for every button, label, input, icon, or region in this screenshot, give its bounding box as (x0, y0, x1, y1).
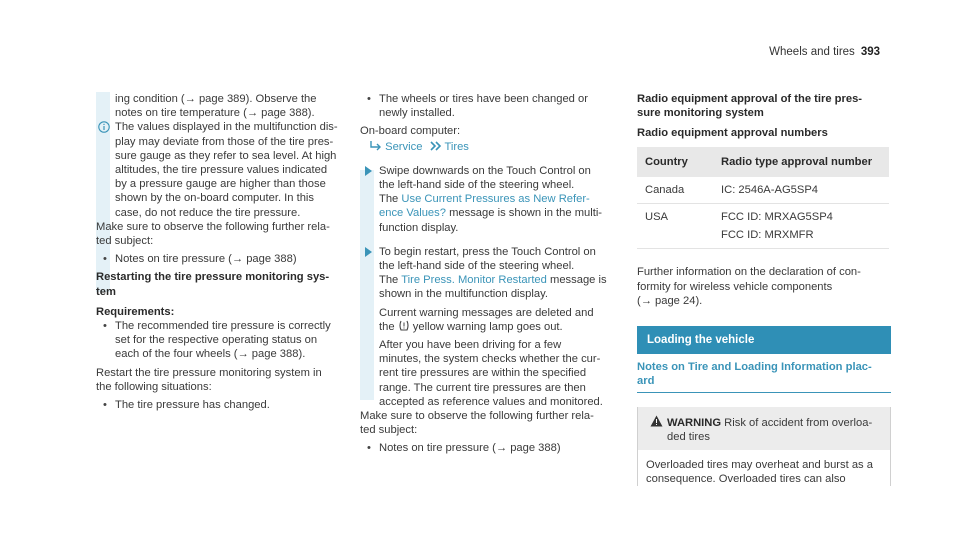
double-chevron-icon (430, 141, 442, 151)
text-line: the left-hand side of the steering wheel. (379, 260, 575, 273)
list-item: • The tire pressure has changed. (96, 398, 350, 412)
table-cell: USA (637, 204, 713, 249)
text-line: each of the four wheels (→ page 388). (115, 348, 306, 361)
warning-body (638, 450, 890, 486)
table-row (637, 204, 889, 249)
text-line: accepted as reference values and monitored. (379, 395, 603, 408)
display-message: ence Values? (379, 207, 446, 220)
text-fragment: yellow warning lamp goes out. (409, 320, 563, 333)
text-line: Make sure to observe the following further rela- (96, 220, 330, 233)
step-2 (360, 245, 622, 409)
text-line: FCC ID: MRXAG5SP4 (721, 211, 833, 224)
text-line: Swipe downwards on the Touch Control on (379, 164, 591, 177)
column-middle (360, 92, 622, 456)
warning-text: ded tires (667, 430, 710, 443)
text-line: range. The current tire pressures are then (379, 381, 586, 394)
text-line: On-board computer: (360, 125, 461, 138)
text-line (379, 192, 622, 206)
tire-pressure-lamp-icon (398, 320, 410, 331)
text-line: consequence. Overloaded tires can also (646, 473, 846, 486)
text-line: formity for wireless vehicle components (637, 280, 833, 293)
menu-tires: Tires (444, 140, 469, 153)
table-cell: IC: 2546A-AG5SP4 (713, 177, 889, 204)
text-line: • The wheels or tires have been changed or (379, 93, 588, 105)
info-icon (98, 121, 110, 133)
table-row (637, 177, 889, 204)
text-line: set for the respective operating status on (115, 334, 318, 347)
display-message: Tire Press. Monitor Restarted (401, 274, 547, 287)
text-fragment: The (379, 193, 402, 206)
text-line: notes on tire temperature (→ page 388). (115, 107, 315, 120)
column-header: Country (637, 147, 713, 177)
text-line: shown in the multifunction display. (379, 288, 548, 301)
list-item: • Notes on tire pressure (→ page 388) (360, 441, 622, 455)
text-fragment: ard (637, 375, 655, 388)
text-line: Make sure to observe the following further rela- (360, 410, 594, 423)
text-fragment: the (379, 320, 398, 333)
text-line: newly installed. (379, 107, 455, 120)
text-line: Overloaded tires may overheat and burst as a (646, 459, 873, 472)
display-message: Use Current Pressures as New Refer- (401, 193, 590, 206)
text-line: by a pressure gauge are higher than those (115, 178, 326, 191)
text-line: Current warning messages are deleted and (379, 306, 594, 319)
text-line: the left-hand side of the steering wheel. (379, 179, 575, 192)
text-line: play may deviate from those of the tire pres- (115, 135, 334, 148)
text-line: ing condition (→ page 389). Observe the (115, 93, 317, 105)
text-line: ted subject: (96, 235, 154, 248)
requirements-label: Requirements: (96, 305, 175, 318)
text-fragment: The (379, 274, 402, 287)
text-line (379, 320, 622, 334)
text-line: FCC ID: MRXMFR (721, 229, 814, 242)
subsection-title (637, 360, 891, 392)
text-line: The values displayed in the multifunction dis- (115, 121, 338, 134)
arrow-bent-icon (370, 141, 382, 151)
text-fragment: message is (546, 274, 607, 287)
table-cell (713, 204, 889, 249)
warning-text: Risk of accident from overloa- (721, 416, 873, 429)
info-note (96, 120, 350, 219)
list-item: • Notes on tire pressure (→ page 388) (96, 252, 350, 266)
text-line (379, 206, 622, 220)
section-heading: Radio equipment approval of the tire pres- (637, 93, 863, 105)
list-item (96, 319, 350, 362)
text-line: shown by the on-board computer. In this (115, 192, 315, 205)
section-title: Wheels and tires (769, 46, 855, 58)
warning-box (637, 407, 891, 487)
text-fragment: Notes on Tire and Loading Information plac- (637, 361, 872, 374)
text-line: Further information on the declaration of con- (637, 266, 861, 279)
menu-path (360, 140, 622, 154)
approval-table (637, 147, 889, 250)
text-line (379, 273, 622, 287)
table-header-row (637, 147, 889, 177)
text-line: rent tire pressures are within the specified (379, 367, 587, 380)
section-heading: tem (96, 285, 116, 298)
text-line: case, do not reduce the tire pressure. (115, 206, 301, 219)
page-header (769, 45, 880, 59)
column-left (96, 92, 350, 412)
list-item (360, 92, 622, 120)
page-number: 393 (860, 46, 880, 58)
subheading: Radio equipment approval numbers (637, 127, 828, 140)
text-line: (→ page 24). (637, 294, 703, 307)
text-line: sure gauge as they refer to sea level. At high (115, 149, 337, 162)
text-line: Restart the tire pressure monitoring system in (96, 366, 322, 379)
text-line: altitudes, the tire pressure values indicated (115, 164, 328, 177)
section-heading: sure monitoring system (637, 107, 764, 120)
step-1 (360, 164, 622, 235)
warning-header (638, 407, 890, 450)
warning-label: WARNING (667, 416, 722, 429)
text-line: After you have been driving for a few (379, 339, 562, 352)
column-header: Radio type approval number (713, 147, 889, 177)
menu-service: Service (385, 140, 423, 153)
text-line: minutes, the system checks whether the cur- (379, 353, 601, 366)
text-line: function display. (379, 221, 459, 234)
warning-triangle-icon (650, 415, 663, 427)
section-heading: Restarting the tire pressure monitoring sys- (96, 271, 330, 284)
section-banner: Loading the vehicle (637, 326, 891, 354)
step-triangle-icon (362, 165, 374, 177)
text-line: the following situations: (96, 380, 212, 393)
column-right (637, 92, 891, 486)
text-line: • The recommended tire pressure is correctly (115, 320, 331, 333)
table-cell: Canada (637, 177, 713, 204)
text-fragment: message is shown in the multi- (445, 207, 603, 220)
text-line: ted subject: (360, 424, 418, 437)
text-line: To begin restart, press the Touch Control on (379, 245, 596, 258)
step-triangle-icon (362, 246, 374, 258)
